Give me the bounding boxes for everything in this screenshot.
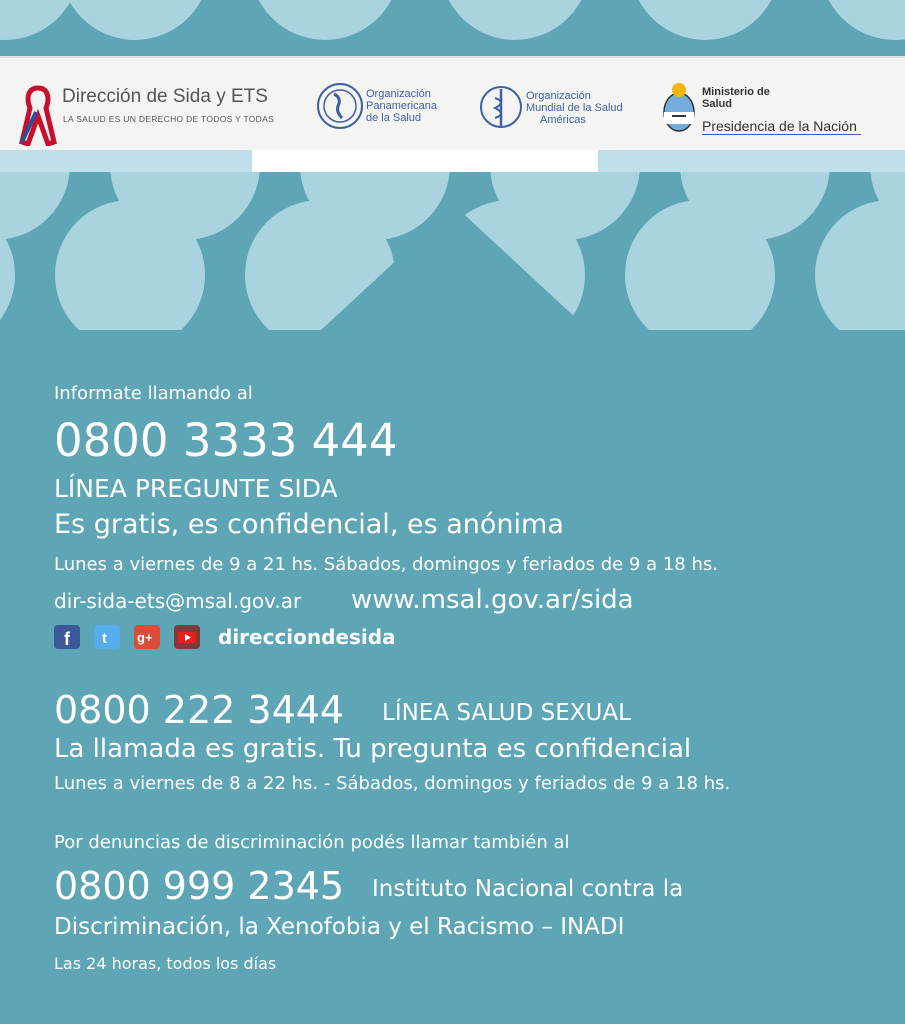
line3-name-part2: Discriminación, la Xenofobia y el Racismo – INADI	[54, 914, 625, 940]
paho-line2: Panamericana	[366, 100, 437, 112]
banner-strip-left	[0, 150, 252, 172]
youtube-icon[interactable]	[174, 625, 200, 649]
line1-tagline: Es gratis, es confidencial, es anónima	[54, 509, 564, 540]
line2-tagline: La llamada es gratis. Tu pregunta es confidencial	[54, 734, 692, 764]
who-line2: Mundial de la Salud	[526, 102, 623, 114]
banner-strip-center	[252, 150, 598, 172]
line2-name: LÍNEA SALUD SEXUAL	[382, 700, 631, 726]
banner-strip-right	[598, 150, 905, 172]
facebook-icon[interactable]	[54, 625, 80, 649]
svg-text:t: t	[102, 630, 107, 647]
google-plus-icon[interactable]	[134, 625, 160, 649]
line2-hours: Lunes a viernes de 8 a 22 hs. - Sábados, domingos y feriados de 9 a 18 hs.	[54, 773, 731, 794]
line1-name: LÍNEA PREGUNTE SIDA	[54, 474, 338, 503]
paho-line3: de la Salud	[366, 112, 422, 124]
line1-intro: Informate llamando al	[54, 383, 253, 404]
ministry-line3: Presidencia de la Nación	[702, 118, 861, 135]
line1-website[interactable]: www.msal.gov.ar/sida	[351, 585, 634, 615]
social-handle[interactable]: direcciondesida	[218, 625, 396, 649]
who-line3: Américas	[540, 114, 586, 126]
who-emblem-icon	[478, 84, 524, 135]
ministry-line1: Ministerio de	[702, 86, 770, 98]
red-ribbon-icon	[18, 84, 58, 151]
line3-intro: Por denuncias de discriminación podés llamar también al	[54, 832, 570, 853]
decorative-triangle	[320, 206, 590, 330]
svg-text:f: f	[64, 629, 70, 649]
line3-name-part1: Instituto Nacional contra la	[372, 876, 684, 902]
sponsor-banner	[0, 56, 905, 154]
org-subtitle-sida-ets: LA SALUD ES UN DERECHO DE TODOS Y TODAS	[63, 114, 275, 124]
argentina-coat-of-arms-icon	[660, 80, 698, 141]
line2-phone[interactable]: 0800 222 3444	[54, 688, 345, 732]
ministry-line2: Salud	[702, 98, 732, 110]
line3-hours: Las 24 horas, todos los días	[54, 954, 277, 973]
svg-text:g+: g+	[137, 630, 153, 645]
org-title-sida-ets: Dirección de Sida y ETS	[62, 86, 268, 107]
who-line1: Organización	[526, 90, 591, 102]
paho-globe-icon	[316, 82, 364, 135]
paho-line1: Organización	[366, 88, 431, 100]
line1-email[interactable]: dir-sida-ets@msal.gov.ar	[54, 589, 302, 613]
line1-hours: Lunes a viernes de 9 a 21 hs. Sábados, domingos y feriados de 9 a 18 hs.	[54, 554, 718, 575]
line1-phone[interactable]: 0800 3333 444	[54, 414, 398, 467]
line3-phone[interactable]: 0800 999 2345	[54, 864, 345, 908]
twitter-icon[interactable]	[94, 625, 120, 649]
